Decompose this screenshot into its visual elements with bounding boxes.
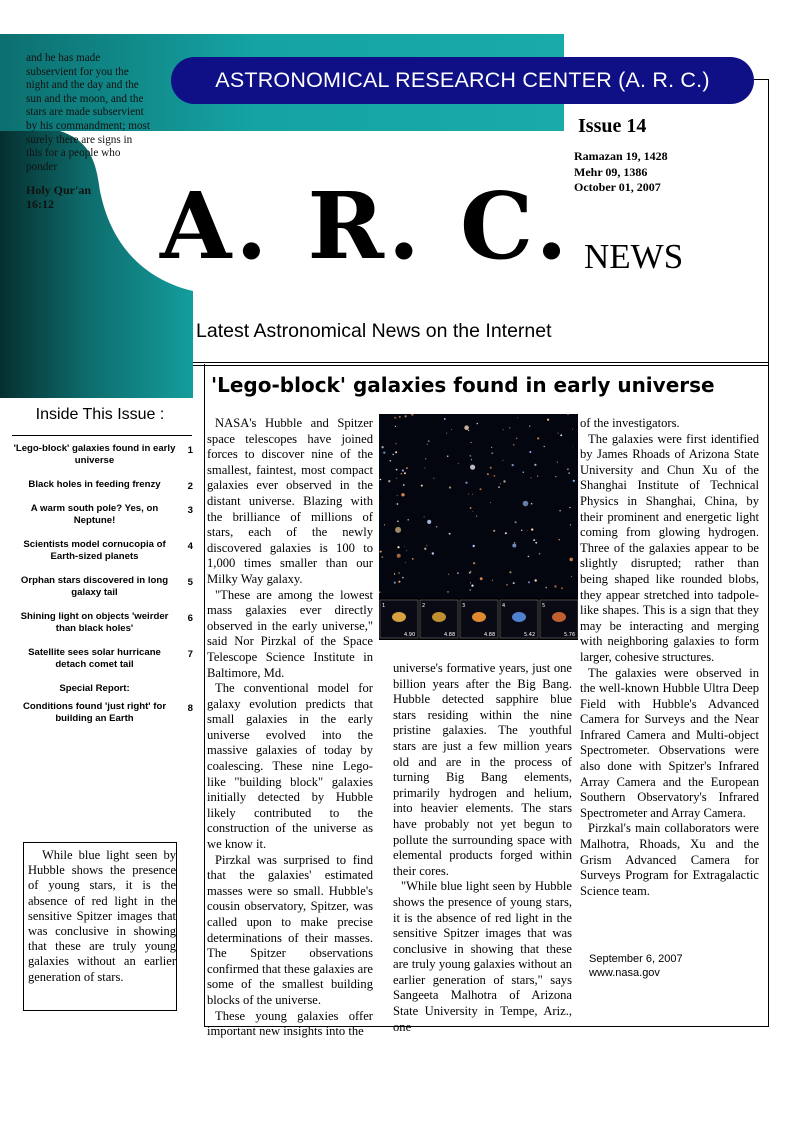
galaxy-dot — [428, 440, 430, 442]
galaxy-dot — [470, 582, 471, 583]
galaxy-dot — [509, 427, 510, 428]
photo-inset-number: 3 — [462, 603, 466, 609]
galaxy-dot — [572, 429, 573, 430]
pull-quote-text: While blue light seen by Hubble shows the presence of young stars, it is the absence of red light in the sensitive Spitzer images that was conclusive in showing that these are truly young galaxies without an earlier generation of stars. — [28, 848, 176, 984]
galaxy-dot — [523, 501, 529, 507]
paragraph: The galaxies were first identified by James Rhoads of Arizona State University and Chun Xu of the Shanghai Institute of Technical Physics in Shanghai, China, by their prominent and energetic light coming from glowing hydrogen. Three of the galaxies appear to be slightly disrupted; rather than being shaped like rounded blobs, they appear stretched into tadpole-like shapes. This is a sign that they may be interacting and merging with neighboring galaxies to form larger, cohesive structures. — [580, 431, 759, 664]
galaxy-dot — [537, 437, 539, 439]
galaxy-dot — [436, 526, 438, 528]
galaxy-dot — [514, 542, 515, 543]
galaxy-dot — [545, 587, 547, 589]
galaxy-dot — [401, 493, 404, 496]
galaxy-dot — [399, 416, 401, 418]
galaxy-dot — [398, 581, 400, 583]
galaxy-dot — [465, 482, 467, 484]
toc-item-label: A warm south pole? Yes, on Neptune! — [30, 503, 159, 526]
galaxy-dot — [573, 480, 575, 482]
photo-inset-redshift: 4.88 — [484, 632, 496, 638]
galaxy-dot — [404, 546, 405, 547]
photo-inset-number: 5 — [542, 603, 546, 609]
quran-quote-source — [26, 183, 146, 211]
galaxy-dot — [405, 415, 407, 417]
galaxy-dot — [569, 507, 570, 508]
galaxy-dot — [402, 469, 404, 471]
galaxy-dot — [470, 455, 471, 456]
galaxy-dot — [468, 430, 469, 431]
paragraph: Pirzkal was surprised to find that the galaxies' estimated masses were so small. Hubble's cousin observatory, Spitzer, was called upon to make precise determinations of their masses. The Spitzer observations confirmed that these galaxies are some of the smallest building blocks of the universe. — [207, 852, 373, 1007]
paragraph: "These are among the lowest mass galaxies ever directly observed in the early universe," said Nor Pirzkal of the Space Telescope Science Institute in Baltimore, Md. — [207, 587, 373, 680]
galaxy-dot — [447, 455, 449, 457]
galaxy-dot — [397, 495, 398, 496]
galaxy-dot — [531, 528, 533, 530]
pull-quote-box — [23, 842, 177, 1011]
galaxy-dot — [407, 519, 409, 521]
galaxy-dot — [464, 425, 469, 430]
galaxy-dot — [503, 480, 505, 482]
galaxy-dot — [560, 434, 562, 436]
galaxy-dot — [397, 521, 399, 523]
toc-item-page: 3 — [187, 505, 193, 516]
special-report-label: Special Report: — [59, 683, 130, 694]
galaxy-dot — [468, 493, 469, 494]
divider-rule — [193, 362, 769, 363]
galaxy-dot — [379, 592, 380, 593]
photo-inset-redshift: 4.88 — [444, 632, 456, 638]
toc-item-label: Conditions found 'just right' for building an Earth — [22, 701, 167, 724]
toc-item[interactable] — [12, 443, 197, 467]
galaxy-dot — [398, 572, 399, 573]
galaxy-dot — [394, 582, 396, 584]
galaxy-dot — [384, 524, 385, 525]
date-gregorian: October 01, 2007 — [574, 180, 661, 194]
galaxy-dot — [383, 452, 385, 454]
galaxy-dot — [427, 520, 431, 524]
galaxy-dot — [571, 576, 572, 577]
article-column-1 — [207, 416, 373, 1040]
toc-item-label: Orphan stars discovered in long galaxy tail — [20, 575, 169, 598]
paragraph: These young galaxies offer important new insights into the — [207, 1008, 373, 1039]
galaxy-dot — [490, 502, 491, 503]
galaxy-dot — [516, 438, 518, 440]
toc-item[interactable] — [12, 701, 197, 725]
galaxy-dot — [392, 454, 394, 456]
galaxy-dot — [449, 533, 451, 535]
galaxy-dot — [517, 418, 518, 419]
galaxy-dot — [502, 460, 503, 461]
galaxy-dot — [561, 587, 563, 589]
article-column-2 — [393, 661, 572, 1035]
quote-source-verse: 16:12 — [26, 197, 54, 211]
frame-line-top — [754, 79, 768, 80]
galaxy-dot — [396, 469, 398, 471]
galaxy-dot — [509, 571, 511, 573]
toc-item-page: 7 — [187, 649, 193, 660]
galaxy-dot — [547, 419, 549, 421]
galaxy-dot — [471, 442, 472, 443]
table-of-contents — [12, 443, 197, 737]
galaxy-dot — [406, 550, 407, 551]
galaxy-dot — [451, 429, 452, 430]
toc-item[interactable] — [12, 647, 197, 671]
galaxy-dot — [380, 479, 382, 481]
galaxy-dot — [529, 451, 531, 453]
photo-inset-galaxy — [472, 612, 486, 622]
galaxy-dot — [397, 554, 401, 558]
galaxy-dot — [490, 467, 492, 469]
photo-inset-galaxy — [512, 612, 526, 622]
galaxy-dot — [381, 446, 383, 448]
galaxy-dot — [500, 483, 501, 484]
photo-inset-galaxy — [432, 612, 446, 622]
issue-number: Issue 14 — [578, 115, 647, 137]
galaxy-dot — [424, 516, 425, 517]
toc-item-label: Shining light on objects 'weirder than black holes' — [20, 611, 169, 634]
toc-item-page: 5 — [187, 577, 193, 588]
galaxy-dot — [544, 446, 545, 447]
inside-issue-title: Inside This Issue : — [35, 406, 165, 423]
galaxy-dot — [529, 426, 530, 427]
galaxy-dot — [531, 503, 533, 505]
galaxy-dot — [506, 584, 508, 586]
paragraph: The galaxies were observed in the well-known Hubble Ultra Deep Field with Hubble's Advanced Camera for Surveys and the Near Infrared Camera and Multi-object Spectrometer. Observations were also done with Spitzer's Infrared Array Camera and the European Southern Observatory's Infrared Spectrometer and Array Camera. — [580, 665, 759, 820]
galaxy-dot — [444, 418, 446, 420]
galaxy-dot — [427, 444, 428, 445]
toc-item-page: 6 — [187, 613, 193, 624]
toc-item[interactable] — [12, 611, 197, 635]
galaxy-dot — [535, 542, 537, 544]
tagline: Latest Astronomical News on the Internet — [196, 320, 552, 342]
galaxy-dot — [457, 572, 459, 574]
galaxy-dot — [403, 484, 405, 486]
photo-inset-redshift: 5.42 — [524, 632, 536, 638]
galaxy-dot — [446, 433, 447, 434]
paragraph: universe's formative years, just one billion years after the Big Bang. Hubble detected sapphire blue stars residing within the nine pristine galaxies. The youthful stars are just a few million years old and are in the process of turning Big Bang elements, primarily hydrogen and helium, into heavier elements. The stars have probably not yet begun to pollute the surrounding space with elemental products forged within their cores. — [393, 661, 572, 878]
galaxy-dot — [527, 530, 528, 531]
galaxy-dot — [498, 486, 500, 488]
galaxy-dot — [471, 459, 472, 460]
galaxy-dot — [406, 467, 408, 469]
galaxy-dot — [539, 553, 541, 555]
galaxy-dot — [513, 444, 515, 446]
paragraph: NASA's Hubble and Spitzer space telescopes have joined forces to discover nine of the smallest, faintest, most compact galaxies ever observed in the distant universe. Blazing with the brilliance of millions of stars, each of the newly discovered galaxies is 100 to 1,000 times smaller than our Milky Way galaxy. — [207, 416, 373, 586]
masthead-news: NEWS — [584, 237, 684, 276]
paragraph: of the investigators. — [580, 416, 680, 430]
galaxy-dot — [472, 511, 473, 512]
article-source-link[interactable]: www.nasa.gov — [589, 966, 660, 979]
galaxy-dot — [394, 573, 395, 574]
toc-item-label: Black holes in feeding frenzy — [28, 479, 161, 490]
galaxy-dot — [573, 446, 574, 447]
galaxy-dot — [480, 577, 483, 580]
galaxy-dot — [528, 556, 530, 558]
galaxy-dot — [421, 485, 423, 487]
galaxy-dot — [458, 463, 459, 464]
galaxy-dot — [395, 527, 401, 533]
galaxy-dot — [537, 476, 538, 477]
galaxy-dot — [521, 530, 522, 531]
photo-inset-redshift: 5.76 — [564, 632, 576, 638]
toc-item-label: Scientists model cornucopia of Earth-sized planets — [23, 539, 166, 562]
galaxy-dot — [472, 494, 473, 495]
galaxy-dot — [533, 539, 535, 541]
article-column-3 — [580, 416, 759, 899]
galaxy-dot — [394, 417, 396, 419]
galaxy-dot — [470, 589, 471, 590]
galaxy-dot — [401, 473, 402, 474]
galaxy-dot — [396, 478, 397, 479]
photo-inset-redshift: 4.90 — [404, 632, 416, 638]
galaxy-dot — [512, 464, 514, 466]
galaxy-dot — [448, 574, 449, 575]
toc-item[interactable] — [12, 503, 197, 527]
galaxy-dot — [528, 581, 530, 583]
galaxy-dot — [535, 579, 537, 581]
inside-issue-rule — [12, 435, 192, 436]
quran-quote: and he has made subservient for you the night and the day and the sun and the moon, and the stars are made subservient by his commandment; most surely there are signs in this for a people who ponder — [26, 52, 150, 173]
toc-item-page: 1 — [187, 445, 193, 456]
galaxy-dot — [531, 477, 532, 478]
galaxy-dot — [473, 562, 475, 564]
galaxy-dot — [558, 433, 559, 434]
galaxy-dot — [424, 548, 426, 550]
galaxy-dot — [397, 503, 399, 505]
galaxy-dot — [397, 546, 399, 548]
photo-inset-number: 1 — [382, 603, 386, 609]
photo-inset-number: 4 — [502, 603, 506, 609]
toc-item[interactable] — [12, 575, 197, 599]
paragraph: Pirzkal's main collaborators were Malhotra, Rhoads, Xu and the Grism Advanced Camera for Surveys Program for Extragalactic Science team. — [580, 821, 759, 898]
galaxy-dot — [395, 451, 397, 453]
hubble-deep-field-image — [379, 414, 578, 640]
galaxy-dot — [477, 423, 479, 425]
galaxy-dot — [388, 480, 390, 482]
galaxy-dot — [381, 556, 383, 558]
galaxy-dot — [402, 577, 404, 579]
toc-item-page: 8 — [187, 703, 193, 714]
galaxy-dot — [512, 544, 516, 548]
galaxy-dot — [559, 539, 560, 540]
galaxy-dot — [569, 558, 573, 562]
galaxy-dot — [449, 486, 451, 488]
galaxy-dot — [433, 478, 434, 479]
galaxy-dot — [395, 426, 396, 427]
galaxy-dot — [559, 510, 561, 512]
galaxy-dot — [412, 558, 414, 560]
galaxy-dot — [503, 429, 504, 430]
galaxy-dot — [513, 582, 515, 584]
article-credit — [589, 953, 683, 980]
toc-item-page: 4 — [187, 541, 193, 552]
galaxy-dot — [473, 545, 475, 547]
toc-item-page: 2 — [187, 481, 193, 492]
article-headline: 'Lego-block' galaxies found in early universe — [211, 373, 715, 397]
galaxy-dot — [480, 488, 482, 490]
galaxy-dot — [534, 464, 536, 466]
galaxy-dot — [380, 551, 382, 553]
galaxy-dot — [395, 443, 396, 444]
galaxy-dot — [505, 532, 507, 534]
galaxy-photo-graphic — [379, 414, 578, 640]
galaxy-dot — [515, 521, 517, 523]
galaxy-dot — [554, 585, 556, 587]
center-banner: ASTRONOMICAL RESEARCH CENTER (A. R. C.) — [171, 57, 754, 104]
date-hijri: Ramazan 19, 1428 — [574, 149, 668, 163]
galaxy-dot — [432, 552, 434, 554]
date-persian: Mehr 09, 1386 — [574, 164, 648, 179]
galaxy-dot — [555, 476, 556, 477]
photo-inset-number: 2 — [422, 603, 426, 609]
paragraph: The conventional model for galaxy evolution predicts that small galaxies in the early universe evolved into the massive galaxies of today by coalescing. These nine Lego-like "building block" galaxies initially detected by Hubble likely contributed to the construction of the universe as we know it. — [207, 681, 373, 852]
photo-inset-galaxy — [552, 612, 566, 622]
galaxy-dot — [426, 545, 427, 546]
photo-inset-galaxy — [392, 612, 406, 622]
toc-item[interactable] — [12, 479, 197, 491]
quote-source-title: Holy Qur'an — [26, 183, 92, 197]
toc-item[interactable] — [12, 539, 197, 563]
galaxy-dot — [425, 458, 426, 459]
issue-dates — [574, 149, 668, 196]
paragraph: "While blue light seen by Hubble shows the presence of young stars, it is the absence of red light in the sensitive Spitzer images that was conclusive in showing that these are truly young galaxies without an earlier generation of stars," says Sangeeta Malhotra of Arizona State University in Tempe, Ariz., one — [393, 879, 572, 1034]
galaxy-dot — [476, 516, 477, 517]
article-date: September 6, 2007 — [589, 953, 683, 965]
galaxy-dot — [570, 524, 571, 525]
galaxy-dot — [492, 580, 493, 581]
galaxy-dot — [390, 460, 392, 462]
galaxy-dot — [471, 585, 473, 587]
galaxy-dot — [491, 447, 492, 448]
masthead-title: A. R. C. — [160, 172, 572, 280]
galaxy-dot — [470, 465, 475, 470]
galaxy-dot — [487, 473, 489, 475]
galaxy-dot — [523, 471, 525, 473]
galaxy-dot — [470, 507, 472, 509]
galaxy-dot — [491, 452, 493, 454]
galaxy-dot — [493, 530, 495, 532]
galaxy-dot — [494, 475, 496, 477]
galaxy-dot — [470, 571, 472, 573]
galaxy-dot — [567, 468, 569, 470]
galaxy-dot — [447, 591, 449, 593]
galaxy-dot — [405, 562, 406, 563]
galaxy-dot — [557, 462, 558, 463]
galaxy-dot — [568, 472, 570, 474]
toc-item-label: Satellite sees solar hurricane detach comet tail — [28, 647, 161, 670]
toc-item-label: 'Lego-block' galaxies found in early universe — [13, 443, 176, 466]
galaxy-dot — [424, 467, 425, 468]
galaxy-dot — [404, 472, 406, 474]
